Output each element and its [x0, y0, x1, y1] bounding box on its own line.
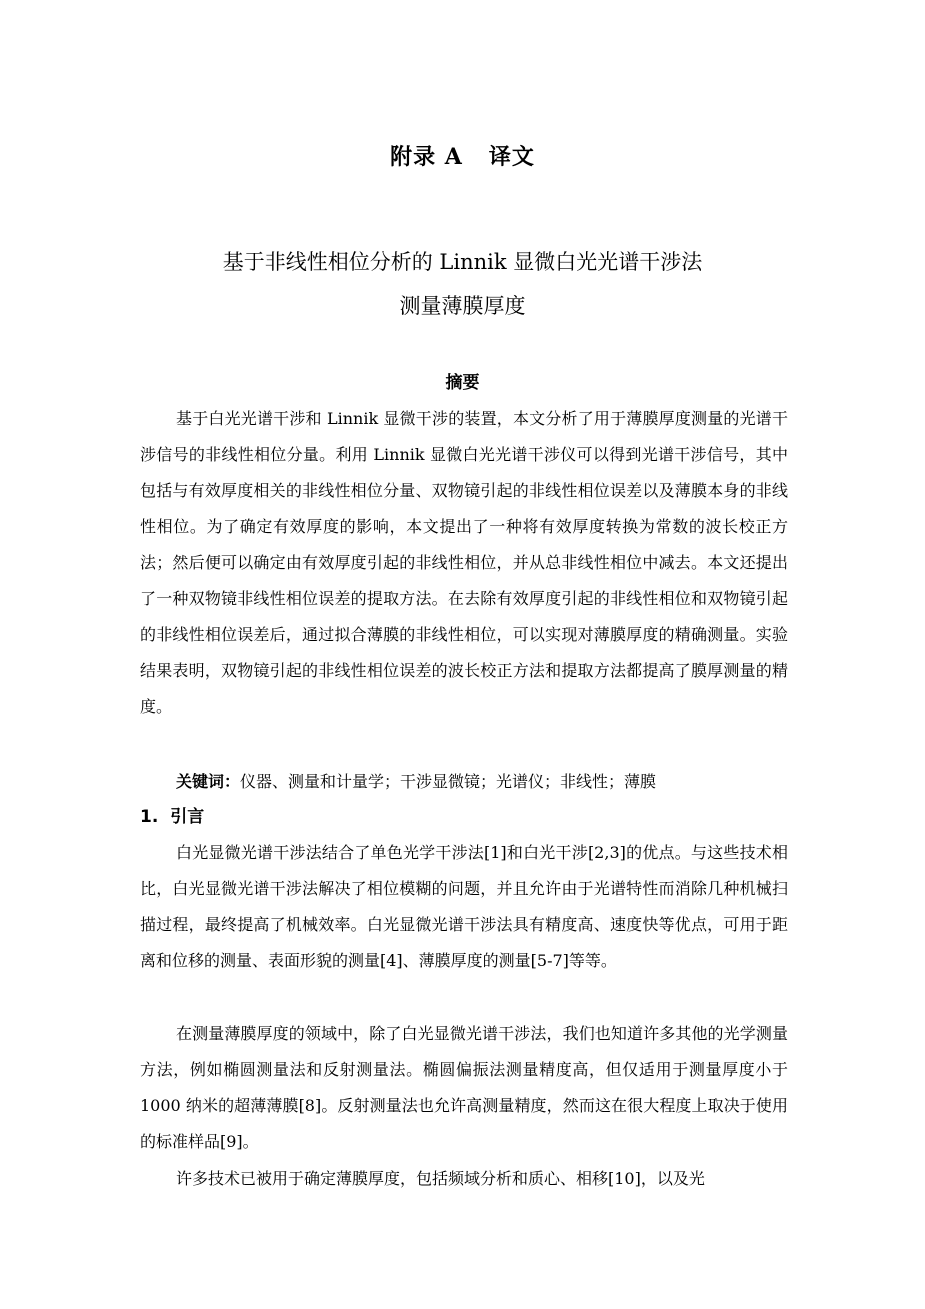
appendix-label: 附录 A: [390, 144, 463, 170]
abstract-heading: 摘要: [445, 373, 480, 393]
section-number: 1.: [140, 807, 159, 827]
intro-paragraph-2: [140, 1016, 788, 1160]
abstract-body: [140, 401, 788, 725]
paragraph: 在测量薄膜厚度的领域中，除了白光显微光谱干涉法，我们也知道许多其他的光学测量方法，例如椭圆测量法和反射测量法。椭圆偏振法测量精度高，但仅适用于测量厚度小于 1000 纳米的超薄薄膜[8]。反射测量法也允许高测量精度，然而这在很大程度上取决于使用的标准样品[9]。: [140, 1024, 788, 1151]
appendix-heading: [0, 140, 925, 171]
paragraph: 白光显微光谱干涉法结合了单色光学干涉法[1]和白光干涉[2,3]的优点。与这些技术相比，白光显微光谱干涉法解决了相位模糊的问题，并且允许由于光谱特性而消除几种机械扫描过程，最终提高了机械效率。白光显微光谱干涉法具有精度高、速度快等优点，可用于距离和位移的测量、表面形貌的测量[4]、薄膜厚度的测量[5-7]等等。: [140, 843, 788, 970]
intro-paragraph-3: [140, 1161, 788, 1197]
appendix-name: 译文: [488, 144, 535, 170]
section-heading-intro: [140, 799, 204, 835]
abstract-paragraph: 基于白光光谱干涉和 Linnik 显微干涉的装置，本文分析了用于薄膜厚度测量的光谱干涉信号的非线性相位分量。利用 Linnik 显微白光光谱干涉仪可以得到光谱干涉信号，其中包括与有效厚度相关的非线性相位分量、双物镜引起的非线性相位误差以及薄膜本身的非线性相位。为了确定有效厚度的影响，本文提出了一种将有效厚度转换为常数的波长校正方法；然后便可以确定由有效厚度引起的非线性相位，并从总非线性相位中减去。本文还提出了一种双物镜非线性相位误差的提取方法。在去除有效厚度引起的非线性相位和双物镜引起的非线性相位误差后，通过拟合薄膜的非线性相位，可以实现对薄膜厚度的精确测量。实验结果表明，双物镜引起的非线性相位误差的波长校正方法和提取方法都提高了膜厚测量的精度。: [140, 409, 788, 716]
intro-paragraph-1: [140, 835, 788, 979]
paragraph: 许多技术已被用于确定薄膜厚度，包括频域分析和质心、相移[10]，以及光: [176, 1169, 705, 1188]
keywords-line: [176, 764, 656, 800]
section-title: 引言: [170, 807, 205, 827]
keywords-label: 关键词：: [176, 772, 241, 791]
keywords-text: 仪器、测量和计量学；干涉显微镜；光谱仪；非线性；薄膜: [240, 772, 657, 791]
paper-title-line-1: 基于非线性相位分析的 Linnik 显微白光光谱干涉法: [222, 250, 703, 274]
paper-title-line-2: 测量薄膜厚度: [399, 294, 526, 318]
